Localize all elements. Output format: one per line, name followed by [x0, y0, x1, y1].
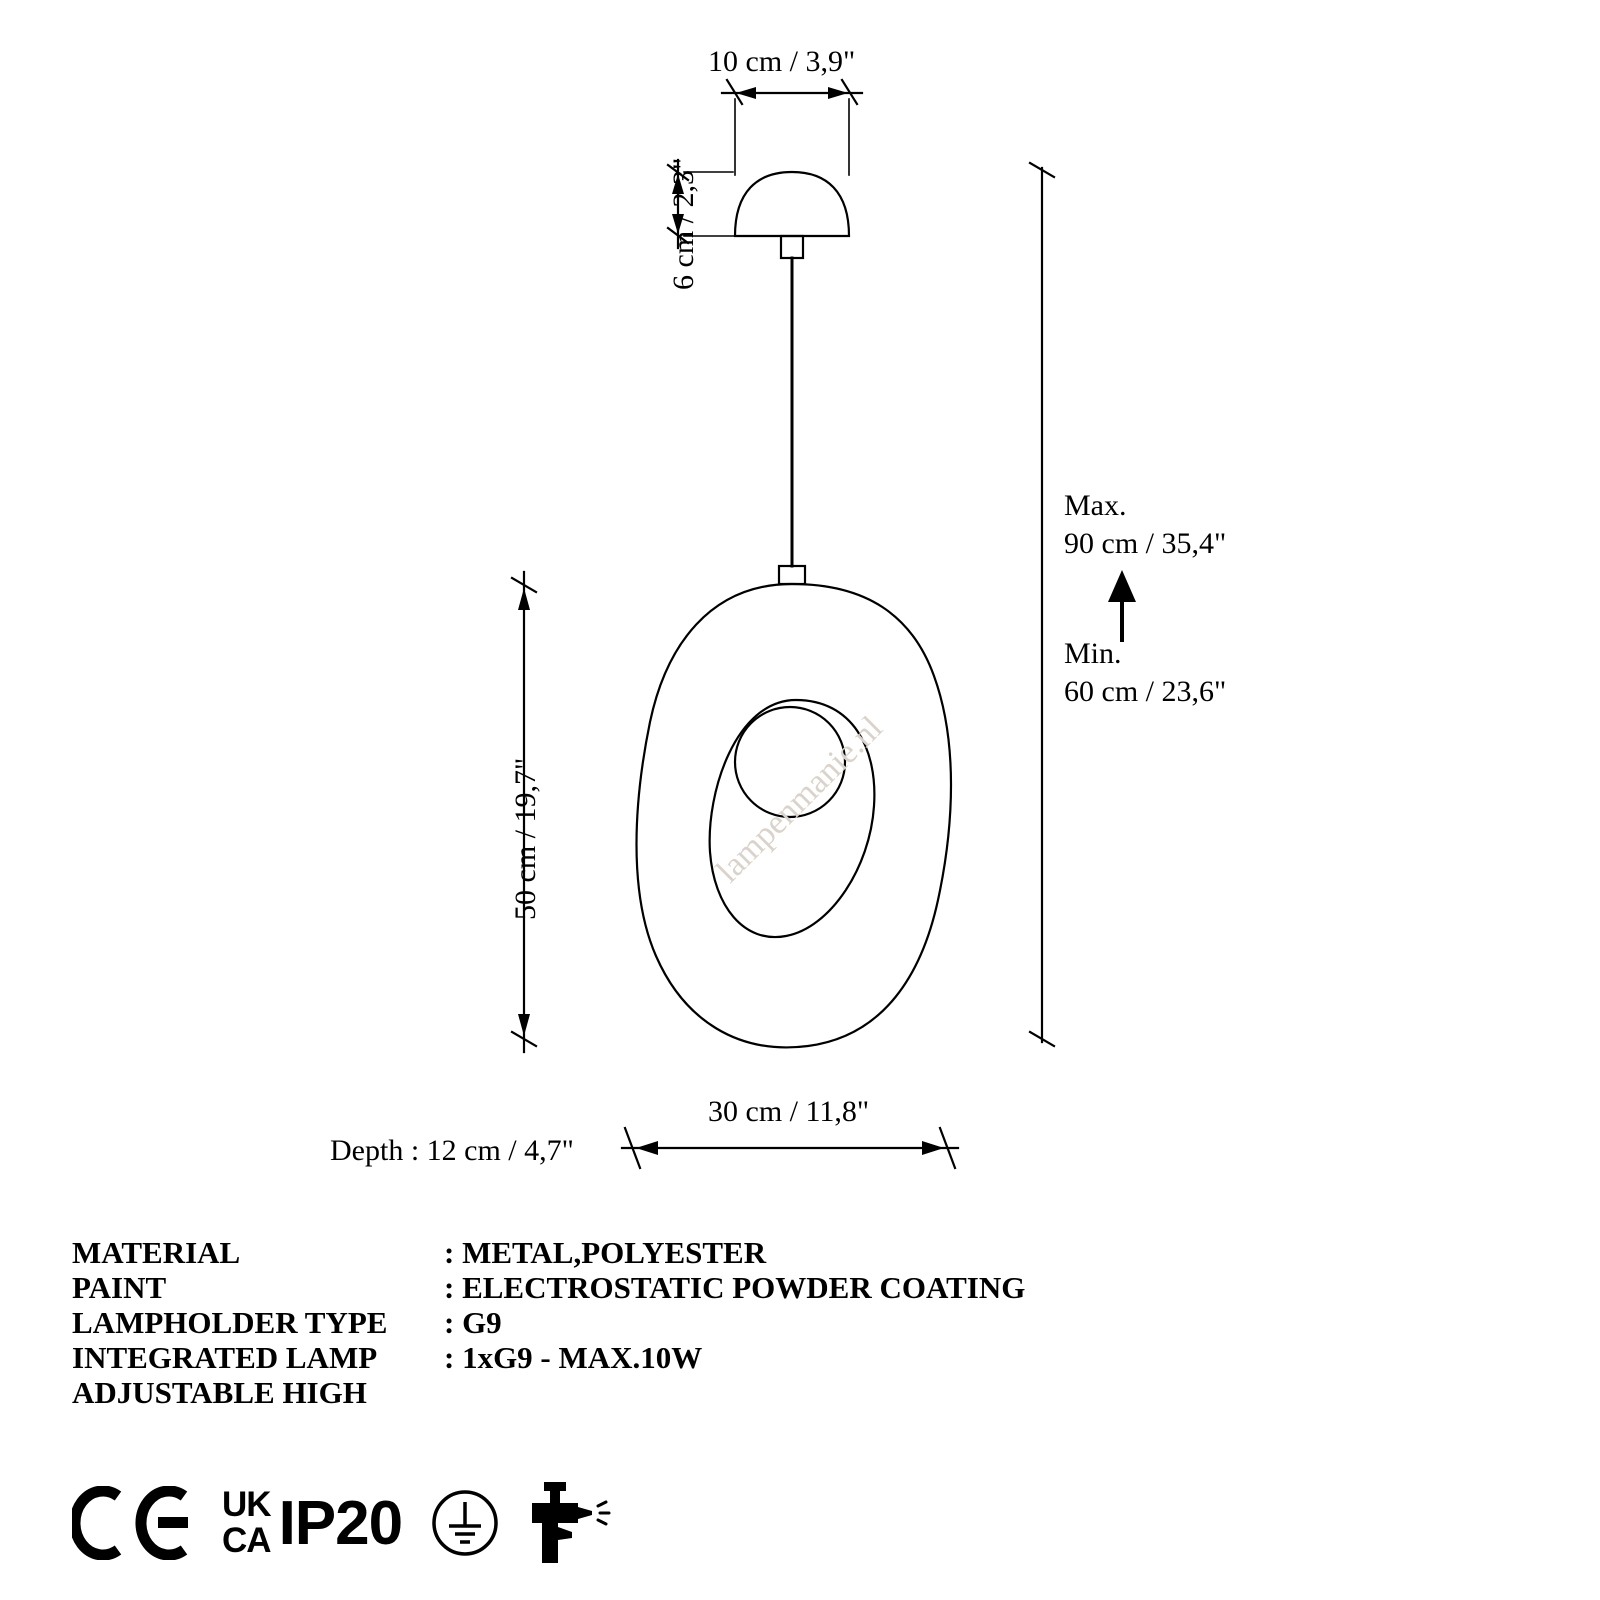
ukca-line-2: CA	[222, 1521, 271, 1560]
spec-value: : G9	[444, 1305, 502, 1340]
earth-ground-icon	[428, 1486, 502, 1560]
ukca-line-1: UK	[222, 1485, 271, 1524]
spec-row	[72, 1235, 1025, 1270]
spray-gun-icon	[528, 1480, 612, 1566]
spec-row	[72, 1375, 1025, 1410]
spec-value: : METAL,POLYESTER	[444, 1235, 767, 1270]
ukca-mark-icon	[222, 1487, 271, 1559]
label-shade-height: 50 cm / 19,7"	[509, 757, 542, 920]
lampholder-block	[779, 566, 805, 584]
spec-key: LAMPHOLDER TYPE	[72, 1305, 388, 1340]
label-min: Min.	[1064, 637, 1122, 670]
watermark: lampenmanie.nl	[709, 709, 890, 890]
adjust-arrow-head	[1108, 570, 1136, 602]
spec-value: : 1xG9 - MAX.10W	[444, 1340, 703, 1375]
spec-key: INTEGRATED LAMP	[72, 1340, 378, 1375]
spec-key: ADJUSTABLE HIGH	[72, 1375, 367, 1410]
spec-key: MATERIAL	[72, 1235, 241, 1270]
specifications-table	[72, 1235, 1025, 1410]
label-canopy-width: 10 cm / 3,9"	[708, 45, 856, 78]
ce-mark-icon	[72, 1486, 196, 1560]
label-canopy-height: 6 cm / 2,3"	[667, 157, 700, 290]
canopy-shape	[735, 172, 849, 236]
label-max: Max.	[1064, 489, 1127, 522]
spec-key: PAINT	[72, 1270, 167, 1305]
label-shade-width: 30 cm / 11,8"	[708, 1095, 870, 1128]
spec-row	[72, 1340, 1025, 1375]
spec-row	[72, 1305, 1025, 1340]
label-max-value: 90 cm / 35,4"	[1064, 527, 1227, 560]
label-min-value: 60 cm / 23,6"	[1064, 675, 1227, 708]
certification-row	[72, 1478, 612, 1568]
shade-outer-outline	[637, 584, 952, 1047]
label-depth: Depth : 12 cm / 4,7"	[330, 1134, 574, 1167]
bulb-sphere	[735, 707, 845, 817]
inner-teardrop-outline	[710, 700, 875, 937]
spec-value: : ELECTROSTATIC POWDER COATING	[444, 1270, 1026, 1305]
ip-rating-label: IP20	[278, 1488, 403, 1558]
canopy-connector	[781, 236, 803, 258]
spec-row	[72, 1270, 1025, 1305]
